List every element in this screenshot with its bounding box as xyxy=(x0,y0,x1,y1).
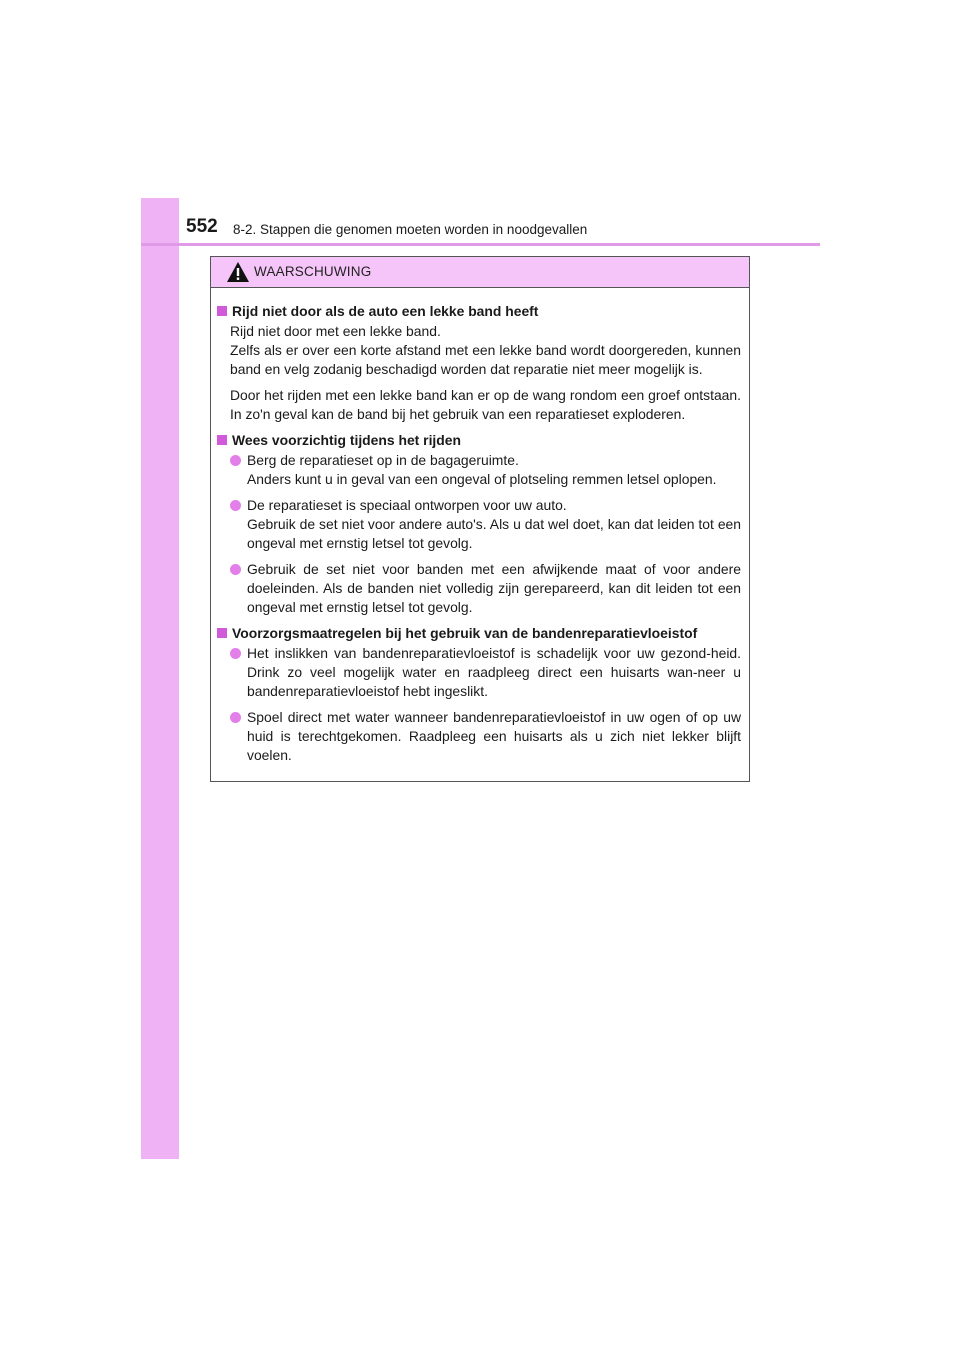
warning-box xyxy=(210,256,750,782)
side-tab-band xyxy=(141,198,179,1159)
paragraph: Door het rijden met een lekke band kan er op de wang rondom een groef ontstaan. In zo'n geval kan de band bij het gebruik van een reparatieset exploderen. xyxy=(230,387,741,422)
warning-body xyxy=(211,288,749,765)
round-bullet-icon xyxy=(230,500,241,511)
section-title: 8-2. Stappen die genomen moeten worden in noodgevallen xyxy=(233,222,588,237)
warning-label: WAARSCHUWING xyxy=(254,264,372,279)
round-bullet-icon xyxy=(230,564,241,575)
round-bullet-icon xyxy=(230,712,241,723)
list-item: Het inslikken van bandenreparatievloeistof is schadelijk voor uw gezond-heid. Drink zo veel mogelijk water en raadpleeg direct een huisarts wan-neer u bandenreparatievloeistof hebt ingeslikt. xyxy=(230,644,741,701)
round-bullet-icon xyxy=(230,455,241,466)
list-item: De reparatieset is speciaal ontworpen voor uw auto. Gebruik de set niet voor andere auto's. Als u dat wel doet, kan dat leiden tot een ongeval met ernstig letsel tot gevolg. xyxy=(230,496,741,553)
list-item: Gebruik de set niet voor banden met een afwijkende maat of voor andere doeleinden. Als de banden niet volledig zijn gerepareerd, kan dit leiden tot een ongeval met ernstig letsel tot gevolg. xyxy=(230,560,741,617)
section-heading: Rijd niet door als de auto een lekke band heeft xyxy=(217,302,741,321)
section-heading: Voorzorgsmaatregelen bij het gebruik van de bandenreparatievloeistof xyxy=(217,624,741,643)
section-heading: Wees voorzichtig tijdens het rijden xyxy=(217,431,741,450)
header-rule xyxy=(141,243,820,246)
list-item: Spoel direct met water wanneer bandenreparatievloeistof in uw ogen of op uw huid is terechtgekomen. Raadpleeg een huisarts als u zich niet lekker blijft voelen. xyxy=(230,708,741,765)
warning-triangle-icon xyxy=(226,261,250,283)
round-bullet-icon xyxy=(230,648,241,659)
warning-header xyxy=(211,257,749,288)
square-bullet-icon xyxy=(217,628,227,638)
square-bullet-icon xyxy=(217,435,227,445)
paragraph: Rijd niet door met een lekke band. Zelfs als er over een korte afstand met een lekke band wordt doorgereden, kunnen band en velg zodanig beschadigd worden dat reparatie niet meer mogelijk is. xyxy=(230,323,741,377)
square-bullet-icon xyxy=(217,306,227,316)
list-item: Berg de reparatieset op in de bagageruimte. Anders kunt u in geval van een ongeval of plotseling remmen letsel oplopen. xyxy=(230,451,741,489)
page-number: 552 xyxy=(186,216,218,237)
